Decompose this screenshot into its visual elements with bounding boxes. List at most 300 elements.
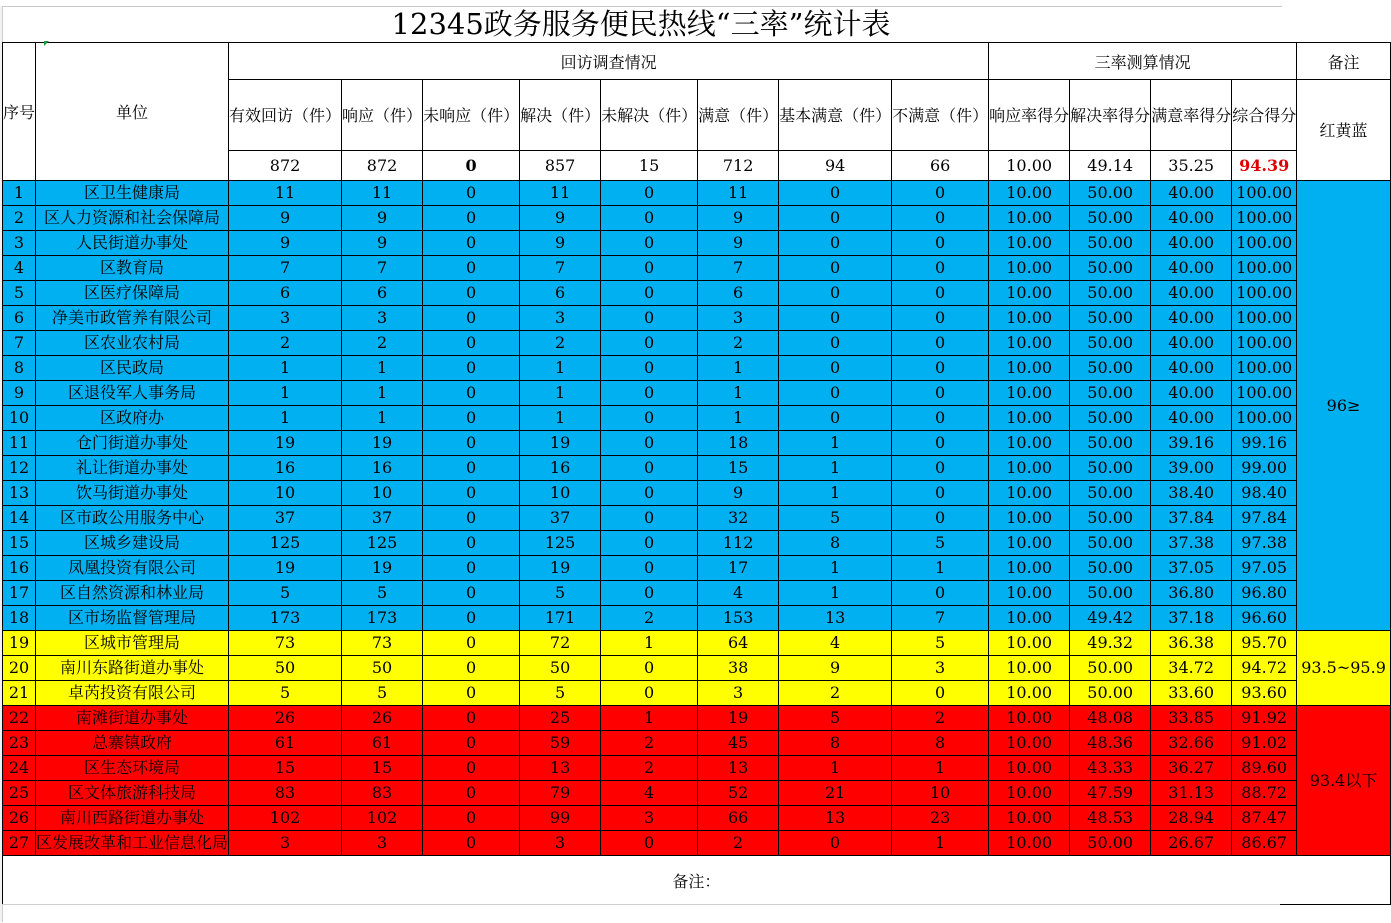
row-seq[interactable]: 2: [3, 206, 36, 231]
total-valid-visits[interactable]: 872: [229, 151, 342, 181]
row-responded[interactable]: 5: [342, 581, 423, 606]
header-remark[interactable]: 备注: [1297, 43, 1391, 80]
row-responded[interactable]: 9: [342, 231, 423, 256]
row-responded[interactable]: 2: [342, 331, 423, 356]
row-unit[interactable]: 区卫生健康局: [36, 181, 229, 206]
row-unit[interactable]: 区教育局: [36, 256, 229, 281]
row-resolve-score[interactable]: 50.00: [1070, 356, 1151, 381]
row-responded[interactable]: 173: [342, 606, 423, 631]
row-unsatisfied[interactable]: 0: [892, 231, 989, 256]
row-not-responded[interactable]: 0: [423, 606, 520, 631]
row-unit[interactable]: 净美市政管养有限公司: [36, 306, 229, 331]
row-unsatisfied[interactable]: 0: [892, 356, 989, 381]
row-valid-visits[interactable]: 10: [229, 481, 342, 506]
total-basic-satisfied[interactable]: 94: [779, 151, 892, 181]
row-not-responded[interactable]: 0: [423, 431, 520, 456]
row-response-score[interactable]: 10.00: [989, 606, 1070, 631]
row-not-responded[interactable]: 0: [423, 706, 520, 731]
row-satisfaction-score[interactable]: 38.40: [1151, 481, 1232, 506]
row-satisfied[interactable]: 3: [698, 306, 779, 331]
row-resolve-score[interactable]: 50.00: [1070, 656, 1151, 681]
row-seq[interactable]: 3: [3, 231, 36, 256]
row-unit[interactable]: 区城乡建设局: [36, 531, 229, 556]
row-satisfaction-score[interactable]: 36.27: [1151, 756, 1232, 781]
row-basic-satisfied[interactable]: 0: [779, 281, 892, 306]
row-resolved[interactable]: 10: [520, 481, 601, 506]
row-satisfaction-score[interactable]: 37.05: [1151, 556, 1232, 581]
row-response-score[interactable]: 10.00: [989, 531, 1070, 556]
row-total-score[interactable]: 91.02: [1232, 731, 1297, 756]
row-responded[interactable]: 102: [342, 806, 423, 831]
row-valid-visits[interactable]: 6: [229, 281, 342, 306]
row-responded[interactable]: 16: [342, 456, 423, 481]
row-response-score[interactable]: 10.00: [989, 206, 1070, 231]
row-valid-visits[interactable]: 102: [229, 806, 342, 831]
row-unsatisfied[interactable]: 8: [892, 731, 989, 756]
row-response-score[interactable]: 10.00: [989, 556, 1070, 581]
row-total-score[interactable]: 97.38: [1232, 531, 1297, 556]
row-satisfied[interactable]: 1: [698, 381, 779, 406]
row-satisfied[interactable]: 4: [698, 581, 779, 606]
row-valid-visits[interactable]: 50: [229, 656, 342, 681]
row-unit[interactable]: 总寨镇政府: [36, 731, 229, 756]
row-unit[interactable]: 饮马街道办事处: [36, 481, 229, 506]
row-basic-satisfied[interactable]: 0: [779, 331, 892, 356]
row-basic-satisfied[interactable]: 1: [779, 556, 892, 581]
row-responded[interactable]: 26: [342, 706, 423, 731]
row-unit[interactable]: 区市场监督管理局: [36, 606, 229, 631]
row-unresolved[interactable]: 0: [601, 831, 698, 856]
row-unsatisfied[interactable]: 5: [892, 531, 989, 556]
row-responded[interactable]: 3: [342, 831, 423, 856]
row-total-score[interactable]: 93.60: [1232, 681, 1297, 706]
row-satisfied[interactable]: 153: [698, 606, 779, 631]
row-valid-visits[interactable]: 9: [229, 231, 342, 256]
row-satisfaction-score[interactable]: 40.00: [1151, 331, 1232, 356]
row-resolved[interactable]: 1: [520, 406, 601, 431]
row-valid-visits[interactable]: 5: [229, 681, 342, 706]
header-color-grade[interactable]: 红黄蓝: [1297, 80, 1391, 181]
row-unsatisfied[interactable]: 10: [892, 781, 989, 806]
row-response-score[interactable]: 10.00: [989, 806, 1070, 831]
row-response-score[interactable]: 10.00: [989, 406, 1070, 431]
row-resolve-score[interactable]: 50.00: [1070, 456, 1151, 481]
row-not-responded[interactable]: 0: [423, 681, 520, 706]
row-not-responded[interactable]: 0: [423, 781, 520, 806]
row-seq[interactable]: 15: [3, 531, 36, 556]
row-unsatisfied[interactable]: 0: [892, 406, 989, 431]
row-unsatisfied[interactable]: 0: [892, 281, 989, 306]
row-not-responded[interactable]: 0: [423, 481, 520, 506]
row-resolve-score[interactable]: 50.00: [1070, 831, 1151, 856]
row-seq[interactable]: 14: [3, 506, 36, 531]
row-response-score[interactable]: 10.00: [989, 381, 1070, 406]
row-basic-satisfied[interactable]: 5: [779, 506, 892, 531]
row-unresolved[interactable]: 0: [601, 181, 698, 206]
row-satisfied[interactable]: 2: [698, 831, 779, 856]
row-satisfaction-score[interactable]: 31.13: [1151, 781, 1232, 806]
row-seq[interactable]: 27: [3, 831, 36, 856]
row-resolved[interactable]: 171: [520, 606, 601, 631]
header-valid-visits[interactable]: 有效回访（件）: [229, 80, 342, 151]
row-satisfied[interactable]: 32: [698, 506, 779, 531]
row-resolve-score[interactable]: 50.00: [1070, 331, 1151, 356]
row-unresolved[interactable]: 0: [601, 381, 698, 406]
row-seq[interactable]: 5: [3, 281, 36, 306]
row-unresolved[interactable]: 0: [601, 556, 698, 581]
row-satisfied[interactable]: 38: [698, 656, 779, 681]
row-unsatisfied[interactable]: 0: [892, 681, 989, 706]
footer-remark[interactable]: 备注：: [3, 856, 1391, 905]
row-basic-satisfied[interactable]: 0: [779, 406, 892, 431]
row-unit[interactable]: 区农业农村局: [36, 331, 229, 356]
row-basic-satisfied[interactable]: 4: [779, 631, 892, 656]
row-unsatisfied[interactable]: 2: [892, 706, 989, 731]
header-seq[interactable]: 序号: [3, 43, 36, 181]
row-responded[interactable]: 19: [342, 431, 423, 456]
row-response-score[interactable]: 10.00: [989, 281, 1070, 306]
row-responded[interactable]: 6: [342, 281, 423, 306]
row-resolve-score[interactable]: 50.00: [1070, 506, 1151, 531]
row-not-responded[interactable]: 0: [423, 531, 520, 556]
row-valid-visits[interactable]: 2: [229, 331, 342, 356]
row-seq[interactable]: 4: [3, 256, 36, 281]
row-satisfaction-score[interactable]: 40.00: [1151, 406, 1232, 431]
row-resolved[interactable]: 5: [520, 681, 601, 706]
row-response-score[interactable]: 10.00: [989, 306, 1070, 331]
row-seq[interactable]: 22: [3, 706, 36, 731]
row-basic-satisfied[interactable]: 0: [779, 231, 892, 256]
row-satisfied[interactable]: 9: [698, 231, 779, 256]
row-not-responded[interactable]: 0: [423, 556, 520, 581]
row-unsatisfied[interactable]: 0: [892, 181, 989, 206]
row-unresolved[interactable]: 2: [601, 756, 698, 781]
header-satisfied[interactable]: 满意（件）: [698, 80, 779, 151]
row-not-responded[interactable]: 0: [423, 256, 520, 281]
row-total-score[interactable]: 100.00: [1232, 181, 1297, 206]
row-basic-satisfied[interactable]: 0: [779, 206, 892, 231]
row-total-score[interactable]: 100.00: [1232, 206, 1297, 231]
row-unresolved[interactable]: 0: [601, 681, 698, 706]
row-seq[interactable]: 9: [3, 381, 36, 406]
row-response-score[interactable]: 10.00: [989, 706, 1070, 731]
row-satisfaction-score[interactable]: 39.00: [1151, 456, 1232, 481]
row-satisfaction-score[interactable]: 40.00: [1151, 281, 1232, 306]
row-resolved[interactable]: 13: [520, 756, 601, 781]
row-satisfaction-score[interactable]: 40.00: [1151, 256, 1232, 281]
row-total-score[interactable]: 99.00: [1232, 456, 1297, 481]
row-response-score[interactable]: 10.00: [989, 481, 1070, 506]
row-responded[interactable]: 1: [342, 356, 423, 381]
header-basic-satisfied[interactable]: 基本满意（件）: [779, 80, 892, 151]
row-unit[interactable]: 南川东路街道办事处: [36, 656, 229, 681]
row-responded[interactable]: 19: [342, 556, 423, 581]
row-basic-satisfied[interactable]: 1: [779, 456, 892, 481]
row-unresolved[interactable]: 0: [601, 656, 698, 681]
row-unresolved[interactable]: 0: [601, 431, 698, 456]
remark-blue[interactable]: 96≥: [1297, 181, 1391, 631]
row-resolve-score[interactable]: 50.00: [1070, 556, 1151, 581]
row-resolve-score[interactable]: 50.00: [1070, 431, 1151, 456]
row-response-score[interactable]: 10.00: [989, 256, 1070, 281]
row-not-responded[interactable]: 0: [423, 281, 520, 306]
row-resolved[interactable]: 59: [520, 731, 601, 756]
total-not-responded[interactable]: 0: [423, 151, 520, 181]
row-resolve-score[interactable]: 43.33: [1070, 756, 1151, 781]
row-satisfied[interactable]: 6: [698, 281, 779, 306]
row-not-responded[interactable]: 0: [423, 406, 520, 431]
row-responded[interactable]: 1: [342, 406, 423, 431]
row-basic-satisfied[interactable]: 8: [779, 731, 892, 756]
row-satisfied[interactable]: 64: [698, 631, 779, 656]
row-satisfaction-score[interactable]: 34.72: [1151, 656, 1232, 681]
row-satisfaction-score[interactable]: 37.18: [1151, 606, 1232, 631]
row-unsatisfied[interactable]: 0: [892, 206, 989, 231]
row-resolve-score[interactable]: 50.00: [1070, 581, 1151, 606]
row-valid-visits[interactable]: 26: [229, 706, 342, 731]
row-unresolved[interactable]: 3: [601, 806, 698, 831]
row-seq[interactable]: 25: [3, 781, 36, 806]
row-unresolved[interactable]: 0: [601, 531, 698, 556]
row-satisfaction-score[interactable]: 36.80: [1151, 581, 1232, 606]
row-valid-visits[interactable]: 73: [229, 631, 342, 656]
row-seq[interactable]: 17: [3, 581, 36, 606]
row-resolve-score[interactable]: 50.00: [1070, 181, 1151, 206]
row-unit[interactable]: 凤凰投资有限公司: [36, 556, 229, 581]
row-unsatisfied[interactable]: 1: [892, 556, 989, 581]
row-basic-satisfied[interactable]: 0: [779, 256, 892, 281]
header-unresolved[interactable]: 未解决（件）: [601, 80, 698, 151]
row-not-responded[interactable]: 0: [423, 831, 520, 856]
row-unit[interactable]: 人民街道办事处: [36, 231, 229, 256]
row-seq[interactable]: 16: [3, 556, 36, 581]
row-unresolved[interactable]: 0: [601, 406, 698, 431]
row-response-score[interactable]: 10.00: [989, 231, 1070, 256]
row-total-score[interactable]: 100.00: [1232, 281, 1297, 306]
row-total-score[interactable]: 89.60: [1232, 756, 1297, 781]
row-resolve-score[interactable]: 47.59: [1070, 781, 1151, 806]
row-resolved[interactable]: 1: [520, 381, 601, 406]
row-seq[interactable]: 8: [3, 356, 36, 381]
row-basic-satisfied[interactable]: 0: [779, 306, 892, 331]
row-total-score[interactable]: 100.00: [1232, 331, 1297, 356]
row-unresolved[interactable]: 0: [601, 581, 698, 606]
row-seq[interactable]: 24: [3, 756, 36, 781]
row-total-score[interactable]: 94.72: [1232, 656, 1297, 681]
row-resolve-score[interactable]: 50.00: [1070, 231, 1151, 256]
row-unit[interactable]: 卓芮投资有限公司: [36, 681, 229, 706]
row-seq[interactable]: 1: [3, 181, 36, 206]
row-valid-visits[interactable]: 37: [229, 506, 342, 531]
row-valid-visits[interactable]: 1: [229, 406, 342, 431]
row-resolved[interactable]: 19: [520, 431, 601, 456]
row-basic-satisfied[interactable]: 0: [779, 181, 892, 206]
row-total-score[interactable]: 95.70: [1232, 631, 1297, 656]
row-satisfaction-score[interactable]: 40.00: [1151, 381, 1232, 406]
row-satisfaction-score[interactable]: 33.85: [1151, 706, 1232, 731]
row-response-score[interactable]: 10.00: [989, 181, 1070, 206]
row-unresolved[interactable]: 4: [601, 781, 698, 806]
total-satisfaction-score[interactable]: 35.25: [1151, 151, 1232, 181]
row-valid-visits[interactable]: 1: [229, 381, 342, 406]
row-seq[interactable]: 7: [3, 331, 36, 356]
total-response-score[interactable]: 10.00: [989, 151, 1070, 181]
row-basic-satisfied[interactable]: 1: [779, 581, 892, 606]
row-responded[interactable]: 50: [342, 656, 423, 681]
row-unresolved[interactable]: 0: [601, 231, 698, 256]
row-unit[interactable]: 区市政公用服务中心: [36, 506, 229, 531]
row-unit[interactable]: 区生态环境局: [36, 756, 229, 781]
row-resolve-score[interactable]: 50.00: [1070, 681, 1151, 706]
row-satisfied[interactable]: 9: [698, 206, 779, 231]
row-unresolved[interactable]: 0: [601, 481, 698, 506]
row-unsatisfied[interactable]: 7: [892, 606, 989, 631]
row-unresolved[interactable]: 0: [601, 281, 698, 306]
header-resolve-score[interactable]: 解决率得分: [1070, 80, 1151, 151]
header-unit[interactable]: 单位: [36, 43, 229, 181]
row-seq[interactable]: 23: [3, 731, 36, 756]
row-basic-satisfied[interactable]: 13: [779, 606, 892, 631]
row-unsatisfied[interactable]: 1: [892, 756, 989, 781]
row-resolve-score[interactable]: 48.36: [1070, 731, 1151, 756]
row-response-score[interactable]: 10.00: [989, 331, 1070, 356]
row-unresolved[interactable]: 1: [601, 631, 698, 656]
row-basic-satisfied[interactable]: 5: [779, 706, 892, 731]
row-satisfied[interactable]: 3: [698, 681, 779, 706]
row-resolve-score[interactable]: 50.00: [1070, 281, 1151, 306]
header-not-responded[interactable]: 未响应（件）: [423, 80, 520, 151]
row-satisfaction-score[interactable]: 37.84: [1151, 506, 1232, 531]
row-unresolved[interactable]: 0: [601, 356, 698, 381]
row-seq[interactable]: 12: [3, 456, 36, 481]
row-responded[interactable]: 73: [342, 631, 423, 656]
row-resolved[interactable]: 3: [520, 831, 601, 856]
row-unsatisfied[interactable]: 0: [892, 456, 989, 481]
row-unsatisfied[interactable]: 0: [892, 481, 989, 506]
row-unsatisfied[interactable]: 0: [892, 506, 989, 531]
row-not-responded[interactable]: 0: [423, 331, 520, 356]
row-unresolved[interactable]: 0: [601, 331, 698, 356]
row-valid-visits[interactable]: 5: [229, 581, 342, 606]
row-resolved[interactable]: 16: [520, 456, 601, 481]
row-satisfaction-score[interactable]: 36.38: [1151, 631, 1232, 656]
row-not-responded[interactable]: 0: [423, 306, 520, 331]
total-overall-score[interactable]: 94.39: [1232, 151, 1297, 181]
row-satisfaction-score[interactable]: 26.67: [1151, 831, 1232, 856]
row-basic-satisfied[interactable]: 1: [779, 481, 892, 506]
row-not-responded[interactable]: 0: [423, 731, 520, 756]
row-not-responded[interactable]: 0: [423, 581, 520, 606]
row-total-score[interactable]: 86.67: [1232, 831, 1297, 856]
row-unit[interactable]: 南滩街道办事处: [36, 706, 229, 731]
row-unsatisfied[interactable]: 23: [892, 806, 989, 831]
header-rate-group[interactable]: 三率测算情况: [989, 43, 1297, 80]
row-resolved[interactable]: 11: [520, 181, 601, 206]
row-response-score[interactable]: 10.00: [989, 506, 1070, 531]
row-resolved[interactable]: 2: [520, 331, 601, 356]
row-basic-satisfied[interactable]: 9: [779, 656, 892, 681]
row-satisfied[interactable]: 66: [698, 806, 779, 831]
row-valid-visits[interactable]: 3: [229, 831, 342, 856]
row-total-score[interactable]: 100.00: [1232, 381, 1297, 406]
row-unsatisfied[interactable]: 5: [892, 631, 989, 656]
row-not-responded[interactable]: 0: [423, 656, 520, 681]
row-resolved[interactable]: 25: [520, 706, 601, 731]
row-resolved[interactable]: 9: [520, 231, 601, 256]
row-responded[interactable]: 125: [342, 531, 423, 556]
row-resolved[interactable]: 99: [520, 806, 601, 831]
row-total-score[interactable]: 100.00: [1232, 256, 1297, 281]
row-satisfaction-score[interactable]: 32.66: [1151, 731, 1232, 756]
total-satisfied[interactable]: 712: [698, 151, 779, 181]
row-responded[interactable]: 9: [342, 206, 423, 231]
row-responded[interactable]: 61: [342, 731, 423, 756]
row-resolved[interactable]: 19: [520, 556, 601, 581]
row-unit[interactable]: 区退役军人事务局: [36, 381, 229, 406]
row-responded[interactable]: 10: [342, 481, 423, 506]
row-basic-satisfied[interactable]: 13: [779, 806, 892, 831]
row-unresolved[interactable]: 0: [601, 506, 698, 531]
row-resolved[interactable]: 9: [520, 206, 601, 231]
row-satisfaction-score[interactable]: 40.00: [1151, 181, 1232, 206]
row-resolved[interactable]: 6: [520, 281, 601, 306]
row-satisfied[interactable]: 1: [698, 406, 779, 431]
row-not-responded[interactable]: 0: [423, 381, 520, 406]
row-basic-satisfied[interactable]: 0: [779, 381, 892, 406]
row-satisfied[interactable]: 15: [698, 456, 779, 481]
row-satisfaction-score[interactable]: 33.60: [1151, 681, 1232, 706]
row-unit[interactable]: 仓门街道办事处: [36, 431, 229, 456]
row-total-score[interactable]: 96.60: [1232, 606, 1297, 631]
row-total-score[interactable]: 99.16: [1232, 431, 1297, 456]
row-seq[interactable]: 21: [3, 681, 36, 706]
row-seq[interactable]: 11: [3, 431, 36, 456]
row-total-score[interactable]: 100.00: [1232, 406, 1297, 431]
row-resolved[interactable]: 5: [520, 581, 601, 606]
row-responded[interactable]: 11: [342, 181, 423, 206]
row-response-score[interactable]: 10.00: [989, 831, 1070, 856]
row-resolved[interactable]: 125: [520, 531, 601, 556]
row-unresolved[interactable]: 0: [601, 456, 698, 481]
row-response-score[interactable]: 10.00: [989, 356, 1070, 381]
row-responded[interactable]: 83: [342, 781, 423, 806]
row-seq[interactable]: 18: [3, 606, 36, 631]
row-unsatisfied[interactable]: 1: [892, 831, 989, 856]
row-unsatisfied[interactable]: 0: [892, 331, 989, 356]
row-unit[interactable]: 区自然资源和林业局: [36, 581, 229, 606]
row-not-responded[interactable]: 0: [423, 231, 520, 256]
row-basic-satisfied[interactable]: 1: [779, 756, 892, 781]
row-valid-visits[interactable]: 125: [229, 531, 342, 556]
row-total-score[interactable]: 88.72: [1232, 781, 1297, 806]
row-resolve-score[interactable]: 50.00: [1070, 481, 1151, 506]
row-resolve-score[interactable]: 50.00: [1070, 381, 1151, 406]
header-resolved[interactable]: 解决（件）: [520, 80, 601, 151]
row-total-score[interactable]: 91.92: [1232, 706, 1297, 731]
row-unsatisfied[interactable]: 0: [892, 381, 989, 406]
row-resolve-score[interactable]: 50.00: [1070, 531, 1151, 556]
row-total-score[interactable]: 100.00: [1232, 231, 1297, 256]
row-responded[interactable]: 15: [342, 756, 423, 781]
header-unsatisfied[interactable]: 不满意（件）: [892, 80, 989, 151]
row-unsatisfied[interactable]: 0: [892, 431, 989, 456]
row-satisfaction-score[interactable]: 40.00: [1151, 356, 1232, 381]
row-responded[interactable]: 37: [342, 506, 423, 531]
row-valid-visits[interactable]: 3: [229, 306, 342, 331]
row-unit[interactable]: 南川西路街道办事处: [36, 806, 229, 831]
row-response-score[interactable]: 10.00: [989, 731, 1070, 756]
row-unit[interactable]: 区人力资源和社会保障局: [36, 206, 229, 231]
